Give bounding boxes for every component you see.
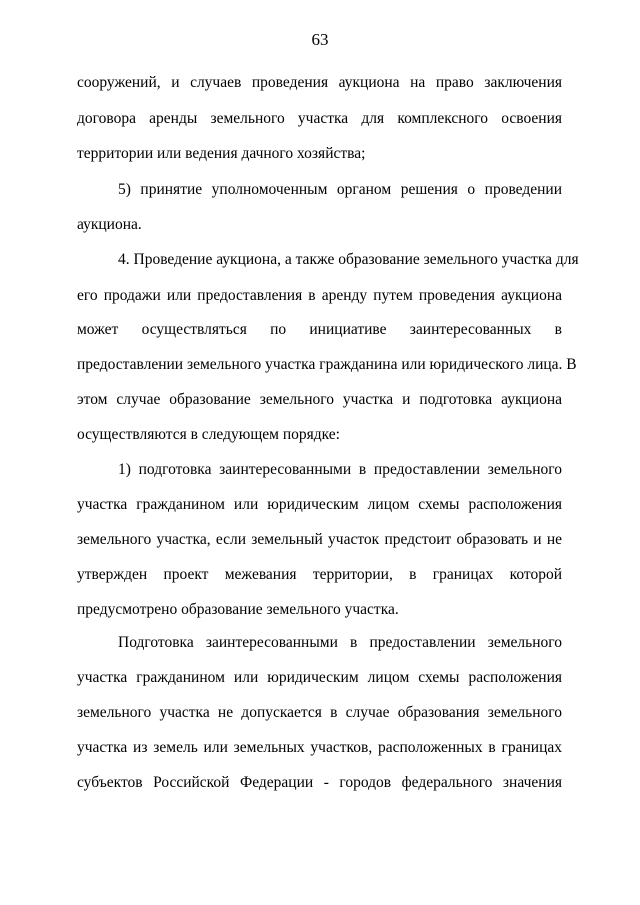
text-line: может осуществляться по инициативе заинтересованных в [77, 321, 562, 338]
text-line: сооружений, и случаев проведения аукциона на право заключения [77, 74, 562, 91]
text-line: участка из земель или земельных участков, расположенных в границах [77, 739, 562, 756]
page-number: 63 [311, 30, 329, 49]
text-line: 1) подготовка заинтересованными в предоставлении земельного [118, 461, 562, 478]
text-line: аукциона. [77, 216, 142, 233]
text-line: субъектов Российской Федерации - городов федерального значения [77, 774, 562, 791]
text-line: его продажи или предоставления в аренду путем проведения аукциона [77, 287, 562, 304]
text-line: договора аренды земельного участка для комплексного освоения [77, 110, 562, 127]
text-line: этом случае образование земельного участка и подготовка аукциона [77, 391, 562, 408]
text-line: участка гражданином или юридическим лицом схемы расположения [77, 496, 562, 513]
text-line: земельного участка, если земельный участок предстоит образовать и не [77, 531, 562, 548]
text-line: осуществляются в следующем порядке: [77, 426, 340, 443]
text-line: территории или ведения дачного хозяйства; [77, 145, 366, 162]
text-line: участка гражданином или юридическим лицом схемы расположения [77, 669, 562, 686]
text-line: земельного участка не допускается в случае образования земельного [77, 704, 562, 721]
text-line: предоставлении земельного участка гражданина или юридического лица. В [77, 356, 577, 373]
text-line: 4. Проведение аукциона, а также образование земельного участка для [118, 251, 579, 268]
text-line: утвержден проект межевания территории, в границах которой [77, 566, 562, 583]
text-line: Подготовка заинтересованными в предоставлении земельного [118, 634, 562, 651]
text-line: предусмотрено образование земельного участка. [77, 601, 399, 618]
text-line: 5) принятие уполномоченным органом решения о проведении [118, 181, 562, 198]
